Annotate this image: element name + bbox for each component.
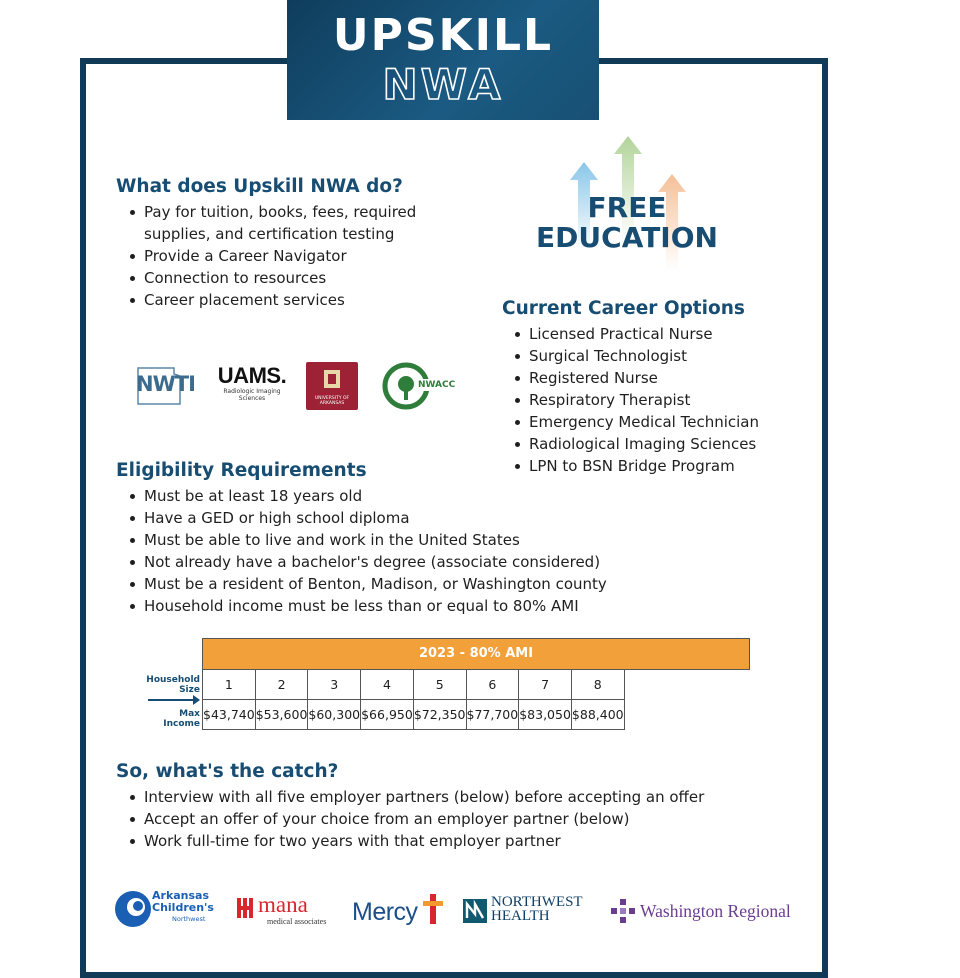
uams-text: UAMS. xyxy=(217,363,287,388)
list-item: Licensed Practical Nurse xyxy=(512,323,759,345)
household-size-cell: 1 xyxy=(203,670,256,700)
max-income-cell: $43,740 xyxy=(203,700,256,730)
list-item: Accept an offer of your choice from an employer partner (below) xyxy=(127,808,704,830)
list-item: Connection to resources xyxy=(127,267,416,289)
list-item: Surgical Technologist xyxy=(512,345,759,367)
banner-title: UPSKILL xyxy=(332,10,554,61)
household-size-cell: 6 xyxy=(466,670,519,700)
arkansas-childrens-logo xyxy=(114,886,214,932)
what-heading: What does Upskill NWA do? xyxy=(116,176,403,197)
eligibility-list xyxy=(127,485,607,617)
careers-list xyxy=(512,323,759,477)
list-item: Respiratory Therapist xyxy=(512,389,759,411)
mana-sub: medical associates xyxy=(267,917,327,926)
list-item: Emergency Medical Technician xyxy=(512,411,759,433)
mercy-logo xyxy=(352,892,448,932)
university-of-arkansas-logo xyxy=(306,362,358,410)
max-income-cell: $77,700 xyxy=(466,700,519,730)
max-income-cell: $72,350 xyxy=(413,700,466,730)
household-size-cell: 5 xyxy=(413,670,466,700)
careers-heading: Current Career Options xyxy=(502,298,745,319)
ami-title: 2023 - 80% AMI xyxy=(202,638,750,670)
washington-regional-logo xyxy=(610,898,806,926)
nwh-line2: HEALTH xyxy=(491,908,550,924)
max-income-cell: $53,600 xyxy=(255,700,308,730)
education-line: EDUCATION xyxy=(536,221,718,254)
uams-sub1: Radiologic Imaging xyxy=(223,388,281,395)
household-size-cell: 8 xyxy=(571,670,624,700)
list-item: Pay for tuition, books, fees, required xyxy=(127,201,416,223)
household-size-cell: 7 xyxy=(519,670,572,700)
mana-text: mana xyxy=(258,892,308,917)
catch-heading: So, what's the catch? xyxy=(116,761,339,782)
list-item: Household income must be less than or equal to 80% AMI xyxy=(127,595,607,617)
list-item: Career placement services xyxy=(127,289,416,311)
max-income-cell: $88,400 xyxy=(571,700,624,730)
list-item: Must be able to live and work in the United States xyxy=(127,529,607,551)
table-row xyxy=(203,670,625,700)
what-list xyxy=(127,201,416,311)
household-size-cell: 4 xyxy=(361,670,414,700)
uams-sub2: Sciences xyxy=(238,395,266,402)
max-income-label xyxy=(146,709,200,729)
ach-line1: Arkansas xyxy=(152,889,210,902)
eligibility-heading: Eligibility Requirements xyxy=(116,460,367,481)
list-item: supplies, and certification testing xyxy=(144,225,395,243)
max-income-cell: $83,050 xyxy=(519,700,572,730)
banner-subtitle: NWA xyxy=(382,60,504,109)
table-row xyxy=(203,700,625,730)
wr-text: Washington Regional xyxy=(640,901,791,921)
max-income-cell: $66,950 xyxy=(361,700,414,730)
income-label-a: Max xyxy=(179,709,200,719)
free-education-callout xyxy=(512,193,742,253)
list-item: Must be at least 18 years old xyxy=(127,485,607,507)
uofa-text: UNIVERSITY OF ARKANSAS xyxy=(314,396,350,406)
list-item: Not already have a bachelor's degree (associate considered) xyxy=(127,551,607,573)
list-item: Must be a resident of Benton, Madison, or Washington county xyxy=(127,573,607,595)
mana-logo xyxy=(236,892,340,929)
nwh-line1: NORTHWEST xyxy=(491,894,583,910)
max-income-cell: $60,300 xyxy=(308,700,361,730)
nwacc-logo xyxy=(382,362,462,410)
list-item: Registered Nurse xyxy=(512,367,759,389)
list-item: Provide a Career Navigator xyxy=(127,245,416,267)
household-label-a: Household xyxy=(146,675,200,685)
uams-logo xyxy=(212,364,292,408)
northwest-health-logo xyxy=(462,896,596,926)
list-item: Work full-time for two years with that employer partner xyxy=(127,830,704,852)
catch-list xyxy=(127,786,704,852)
arrow-right-icon xyxy=(148,699,198,701)
free-line: FREE xyxy=(587,191,667,224)
household-size-cell: 2 xyxy=(255,670,308,700)
list-item: Have a GED or high school diploma xyxy=(127,507,607,529)
nwacc-text: NWACC xyxy=(418,380,456,390)
nwti-logo xyxy=(134,364,200,408)
income-label-b: Income xyxy=(163,719,200,729)
ach-line2: Children's xyxy=(152,901,214,914)
mercy-text: Mercy xyxy=(352,898,418,926)
household-size-cell: 3 xyxy=(308,670,361,700)
nwti-text: NWTI xyxy=(136,372,195,396)
ach-line3: Northwest xyxy=(172,915,206,923)
household-label-b: Size xyxy=(179,685,200,695)
list-item: LPN to BSN Bridge Program xyxy=(512,455,759,477)
household-size-label xyxy=(146,675,200,695)
ami-grid xyxy=(202,669,625,730)
list-item: Interview with all five employer partners (below) before accepting an offer xyxy=(127,786,704,808)
title-banner xyxy=(287,0,599,120)
list-item: Radiological Imaging Sciences xyxy=(512,433,759,455)
